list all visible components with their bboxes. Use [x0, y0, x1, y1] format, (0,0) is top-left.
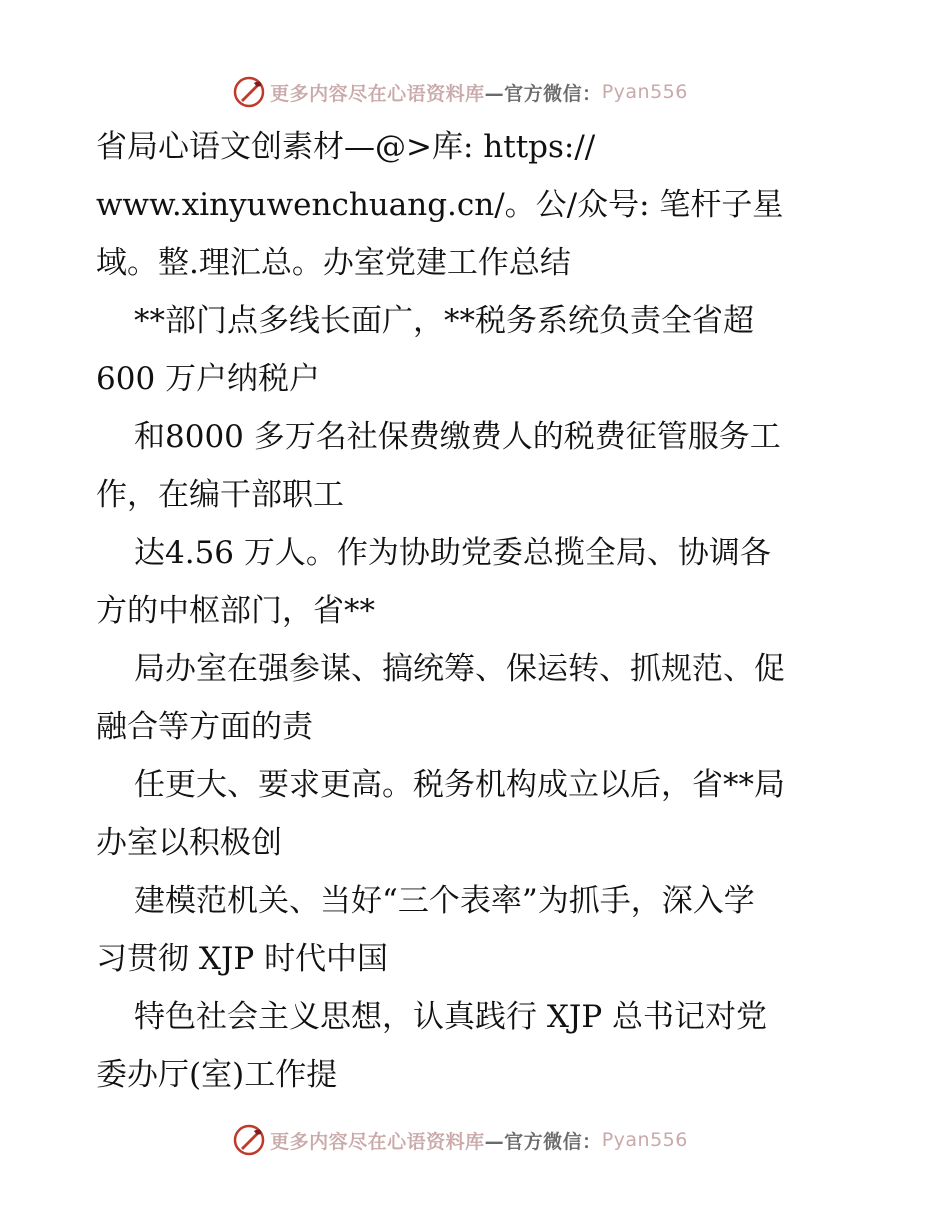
quill-pen-logo-icon — [232, 1123, 266, 1157]
footer-banner — [0, 1120, 950, 1160]
doc-line: 局办室在强参谋、搞统筹、保运转、抓规范、促 — [134, 651, 785, 687]
document-body — [96, 118, 866, 1104]
doc-line: www.xinyuwenchuang.cn/。公/众号: 笔杆子星 — [96, 187, 784, 223]
doc-line: 特色社会主义思想，认真践行 XJP 总书记对党 — [134, 999, 768, 1035]
doc-line: 任更大、要求更高。税务机构成立以后，省**局 — [134, 767, 785, 803]
banner-text-wechat: —官方微信： — [484, 82, 602, 105]
doc-line: 域。整.理汇总。办室党建工作总结 — [96, 245, 571, 281]
banner-text-main: 更多内容尽在心语资料库 — [270, 82, 485, 105]
quill-pen-logo-icon — [232, 75, 266, 109]
doc-line: 方的中枢部门，省** — [96, 593, 375, 629]
doc-line: 达4.56 万人。作为协助党委总揽全局、协调各 — [134, 535, 771, 571]
banner-text-wechat: —官方微信： — [484, 1130, 602, 1153]
doc-line: 和8000 多万名社保费缴费人的税费征管服务工 — [134, 419, 781, 455]
doc-line: **部门点多线长面广，**税务系统负责全省超 — [134, 303, 754, 339]
doc-line: 建模范机关、当好“三个表率”为抓手，深入学 — [134, 883, 755, 919]
doc-line: 办室以积极创 — [96, 825, 282, 861]
doc-line: 省局心语文创素材—@>库: https:// — [96, 129, 596, 165]
banner-text-id: Pyan556 — [601, 81, 688, 103]
doc-line: 作，在编干部职工 — [96, 477, 344, 513]
doc-line: 习贯彻 XJP 时代中国 — [96, 941, 389, 977]
banner-text-main: 更多内容尽在心语资料库 — [270, 1130, 485, 1153]
doc-line: 融合等方面的责 — [96, 709, 313, 745]
doc-line: 600 万户纳税户 — [96, 361, 321, 397]
banner-text-id: Pyan556 — [601, 1129, 688, 1151]
doc-line: 委办厅(室)工作提 — [96, 1057, 338, 1093]
header-banner — [0, 72, 950, 112]
